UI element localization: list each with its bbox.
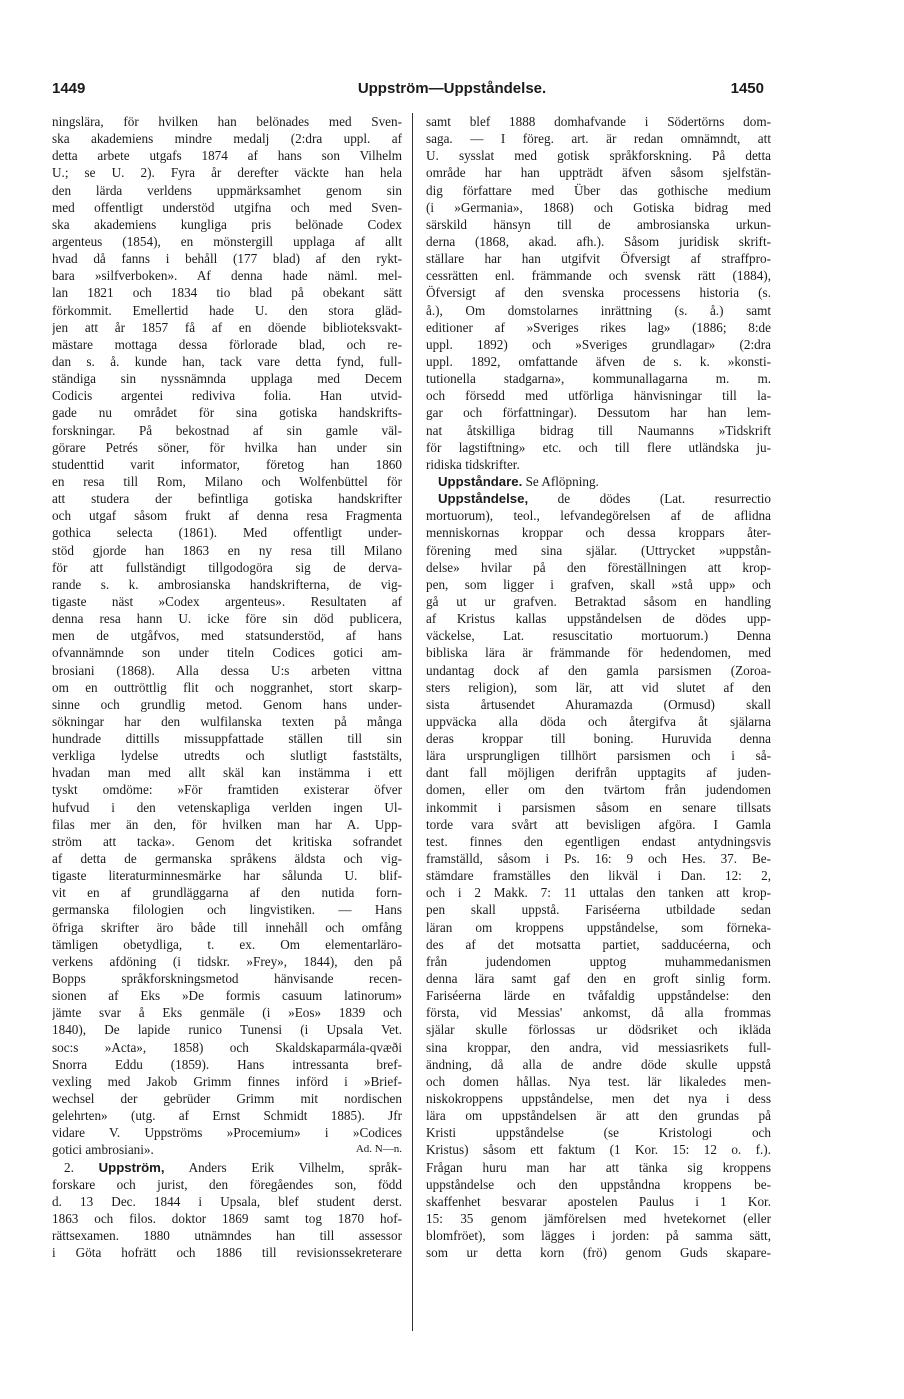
text-line: jämte svar å Eks genmäle (i »Eos» 1839 och [52, 1005, 402, 1021]
text-line: å.), Om domstolarnes inrättning (s. å.) samt [426, 302, 771, 318]
text-line: lära om uppståndelsen är att den grundas på [426, 1108, 771, 1124]
text-line: gade nu området för sina gotiska handskrifts- [52, 405, 402, 421]
text-line: argenteus (1854), en mönstergill upplaga af allt [52, 233, 402, 249]
text-line: saga. — I föreg. art. är redan omnämndt, att [426, 131, 771, 147]
text-line: ningslära, för hvilken han belönades med Sven- [52, 114, 402, 129]
text-line-content: gotici ambrosiani». [52, 1142, 154, 1158]
text-line: Bopps språkforskningsmetod hänvisande recen- [52, 971, 402, 987]
text-line: öfriga skrifter äro både till innehåll och omfång [52, 919, 402, 935]
text-line: uppl. 1892) och »Sveriges grundlagar» (2:dra [426, 336, 771, 352]
text-line: ridiska tidskrifter. [426, 456, 520, 472]
text-line: forskningar. På bekostnad af sin gamle väl- [52, 422, 402, 438]
text-line: för lagstiftning» etc. och till flere utländska ju- [426, 439, 771, 455]
text-line: görare Petrés söner, för hvilka han under sin [52, 439, 402, 455]
text-line: verkliga lydelse utredts och slutligt faststälts, [52, 748, 402, 764]
text-line: U.; se U. 2). Fyra år derefter väckte han hela [52, 165, 402, 181]
text-line: bara »silfverboken». Af denna hade näml. mel- [52, 268, 402, 284]
text-line: framställd, såsom i Ps. 16: 9 och Hes. 37. Be- [426, 851, 771, 867]
text-line: mästare mottaga dessa förlorade blad, och re- [52, 336, 402, 352]
text-line: lan 1821 och 1834 tio blad på obekant sätt [52, 285, 402, 301]
text-line: särskild hänsyn till de ambrosianska urkun- [426, 216, 771, 232]
text-line: ställare har han utgifvit Öfversigt af straffpro- [426, 251, 771, 267]
text-line: (i »Germania», 1868) och Gotiska bidrag med [426, 199, 771, 215]
text-line: dan s. å. kunde han, tack vare detta fynd, full- [52, 353, 402, 369]
text-line [52, 1141, 402, 1158]
text-line-content: de dödes (Lat. resurrectio [528, 491, 771, 507]
text-line: och utgaf såsom frukt af denna resa Fragmenta [52, 508, 402, 524]
text-line: hvad då fanns i behåll (177 blad) af den rykt- [52, 251, 402, 267]
text-line: som ur detta korn (frö) genom Guds skapare- [426, 1245, 771, 1261]
text-line: tämligen obetydliga, t. ex. Om elementarläro- [52, 936, 402, 952]
text-line: wechsel der gebrüder Grimm mit nordischen [52, 1091, 402, 1107]
text-line [426, 490, 771, 507]
text-line: Fariséerna lärde en tvåfaldig uppståndelse: den [426, 988, 771, 1004]
text-line: tyskt omdöme: »För framtiden existerar öfver [52, 782, 402, 798]
text-line: vidare V. Uppströms »Procemium» i »Codices [52, 1125, 402, 1141]
text-line [52, 1159, 402, 1176]
text-line: niskokroppens uppståndelse, men det nya i dess [426, 1091, 771, 1107]
text-line: sina kroppar, den andra, vid messiasrikets full- [426, 1039, 771, 1055]
text-line: Kristus) såsom ett faktum (1 Kor. 15: 12 o. f.). [426, 1142, 771, 1158]
entry-headword: Uppström, [98, 1159, 165, 1175]
text-line: en resa till Rom, Milano och Wolfenbüttel för [52, 473, 402, 489]
text-line: stöd gjorde han 1863 en ny resa till Milano [52, 542, 402, 558]
text-line: d. 13 Dec. 1844 i Upsala, blef student derst. [52, 1193, 402, 1209]
text-line: läran om kroppens uppståndelse, som förneka- [426, 919, 771, 935]
text-line: denna resa hann U. icke före sin död publicera, [52, 611, 402, 627]
text-line: jen att år 1857 få af en döende biblioteksvakt- [52, 319, 402, 335]
text-line: ofvannämnde son under titeln Codices gotici am- [52, 645, 402, 661]
text-line: med offentligt understöd utgifna och med Sven- [52, 199, 402, 215]
text-line: uppståndelse och den uppståndna kroppens be- [426, 1176, 771, 1192]
text-line: tigaste näst »Codex argenteus». Resultaten af [52, 593, 402, 609]
text-line: samt blef 1888 domhafvande i Södertörns dom- [426, 114, 771, 129]
text-line: forskare och jurist, den föregåendes son, född [52, 1176, 402, 1192]
running-title: Uppström—Uppståndelse. [357, 80, 547, 97]
text-line: väckelse, Lat. resuscitatio mortuorum.) Denna [426, 628, 771, 644]
text-line: vexling med Jakob Grimm finnes införd i »Brief- [52, 1073, 402, 1089]
text-line: brosiani (1868). Alla dessa U:s arbeten vittna [52, 662, 402, 678]
text-line: mortuorum), teol., lefvandegörelsen af de aflidna [426, 508, 771, 524]
text-line: soc:s »Acta», 1858) och Skaldskaparmála-qvæði [52, 1039, 402, 1055]
text-line: Kristi uppståndelse (se Kristologi och [426, 1125, 771, 1141]
text-line: cessrätten enl. främmande och svensk rätt (1884), [426, 268, 771, 284]
text-line: dig författare med Über das gothische medium [426, 182, 771, 198]
text-line: detta arbete utgafs 1874 af hans son Vilhelm [52, 148, 402, 164]
text-line: förening med sina själar. (Uttrycket »uppstån- [426, 542, 771, 558]
text-line: delse» hvilar på den föreställningen att krop- [426, 559, 771, 575]
entry-headword: Uppståndelse, [438, 491, 529, 507]
text-line: pen, som ligger i grafven, skall »stå upp» och [426, 576, 771, 592]
text-line: Frågan huru man har att tänka sig kroppens [426, 1159, 771, 1175]
text-line: rande s. k. ambrosianska handskrifterna, de vig- [52, 576, 402, 592]
text-line: hundrade dittills missuppfattade ställen till sin [52, 731, 402, 747]
text-line: tutionella stadgarna», kommunallagarna m. m. [426, 371, 771, 387]
text-line: Codicis argentei rediviva folia. Han utvid- [52, 388, 402, 404]
text-line: 1840), De lapide runico Tunensi (i Upsala Vet. [52, 1022, 402, 1038]
text-line: ständiga sin nyssnämnda upplaga med Decem [52, 371, 402, 387]
author-signature: Ad. N—n. [355, 1143, 402, 1156]
text-line: att studera der befintliga gotiska handskrifter [52, 491, 402, 507]
text-line: sinne och grundlig metod. Genom hans under- [52, 696, 402, 712]
text-line: verkens afdöning (i tidskr. »Frey», 1844), den på [52, 953, 402, 969]
text-line: pen skall uppstå. Fariséerna utbildade sedan [426, 902, 771, 918]
right-page-number: 1450 [730, 80, 764, 97]
text-line: bibliska lära är främmande för hedendomen, med [426, 645, 771, 661]
text-line: ändning, då alla de andre döde skulle uppstå [426, 1056, 771, 1072]
text-line: inkommit i parsismen såsom en senare tillsats [426, 799, 771, 815]
text-line-content: Se Aflöpning. [522, 473, 599, 489]
text-line: editioner af »Sveriges rikes lag» (1886; 8:de [426, 319, 771, 335]
entry-number: 2. [64, 1159, 74, 1175]
left-column [52, 113, 402, 1261]
text-line: blomfröet), som lägges i jorden: på samma sätt, [426, 1228, 771, 1244]
text-line: 1863 och filos. doktor 1869 samt tog 1870 hof- [52, 1211, 402, 1226]
text-line: ska akademiens kungliga pris belönade Codex [52, 216, 402, 232]
page-header [0, 80, 904, 104]
text-line: hvadan man med allt skäl kan instämma i ett [52, 765, 402, 781]
text-line: ström att tacka». Genom det kritiska sofrandet [52, 833, 402, 849]
left-page-number: 1449 [52, 80, 86, 97]
text-line: Öfversigt af den svenska processens historia (s. [426, 285, 771, 301]
text-line: 15: 35 genom jämförelsen med hvetekornet (eller [426, 1211, 771, 1226]
text-line [426, 473, 771, 490]
text-line: skaffenhet besvarar apostelen Paulus i 1 Kor. [426, 1193, 771, 1209]
text-line: U. sysslat med gotisk språkforskning. På detta [426, 148, 771, 164]
text-line: men de utgåfvos, med statsunderstöd, af hans [52, 628, 402, 644]
text-line: torde vara svårt att bevisligen afgöra. I Gamla [426, 816, 771, 832]
text-line: deras kroppar till boning. Huruvida denna [426, 731, 771, 747]
text-line: test. finnes den egentligen endast antydningsvis [426, 833, 771, 849]
column-divider [412, 113, 413, 1331]
text-line: och i 2 Makk. 7: 11 uttalas den tanken att krop- [426, 885, 771, 901]
text-line: des af det motsatta partiet, sadducéerna, och [426, 936, 771, 952]
text-line: gå ut ur grafven. Betraktad såsom en handling [426, 593, 771, 609]
text-line: hufvud i den vetenskapliga verlden ingen Ul- [52, 799, 402, 815]
text-line: vit en af grundläggarna af den nutida forn- [52, 885, 402, 901]
text-line: i Göta hofrätt och 1886 till revisionssekreterare [52, 1245, 402, 1261]
text-line: sista årtusendet Ahuramazda (Ormusd) skall [426, 696, 771, 712]
text-line: undantag dock af den gamla parsismen (Zoroa- [426, 662, 771, 678]
text-line: gelehrten» (utg. af Ernst Schmidt 1885). Jfr [52, 1108, 402, 1124]
text-line: denna lära samt gaf den en groft sinlig form. [426, 971, 771, 987]
text-line: germanska filologien och lingvistiken. — Hans [52, 902, 402, 918]
text-line: första, vid Messias' ankomst, då alla frommas [426, 1005, 771, 1021]
text-line: nat åtskilliga bidrag till Naumanns »Tidskrift [426, 422, 771, 438]
text-line: Snorra Eddu (1859). Hans intressanta bref- [52, 1056, 402, 1072]
text-line: studenttid varit informator, företog han 1860 [52, 456, 402, 472]
text-line: och försedd med utförliga hänvisningar till la- [426, 388, 771, 404]
text-line: sters religion), som lär, att vid slutet af den [426, 679, 771, 695]
entry-headword: Uppståndare. [438, 473, 523, 489]
text-line: uppväcka alla döda och återgifva åt själarna [426, 713, 771, 729]
text-line: om en outtröttlig flit och noggranhet, stort skarp- [52, 679, 402, 695]
text-line: derna (1868, akad. afh.). Såsom juridisk skrift- [426, 233, 771, 249]
text-line: lära ursprungligen tillhört parsismen och i så- [426, 748, 771, 764]
right-column [426, 113, 771, 1261]
text-line: sionen af Eks »De formis casuum latinorum» [52, 988, 402, 1004]
text-line: ska akademiens mindre medalj (2:dra uppl. af [52, 131, 402, 147]
text-line: tigaste literaturminnesmärke har sålunda U. blif- [52, 868, 402, 884]
text-line: gar och författningar). Dessutom har han lem- [426, 405, 771, 421]
text-line: själar skulle förlossas ur dödsriket och ikläda [426, 1022, 771, 1038]
text-line-content: Anders Erik Vilhelm, språk- [164, 1159, 402, 1175]
text-line: förkommit. Emellertid hade U. den stora gläd- [52, 302, 402, 318]
text-line: från judendomen upptog muhammedanismen [426, 953, 771, 969]
text-line: den lärda verldens uppmärksamhet genom sin [52, 182, 402, 198]
text-line: af Kristus kallas uppståndelsen de dödes upp- [426, 611, 771, 627]
text-line: rättsexamen. 1880 utnämndes han till assessor [52, 1228, 402, 1244]
text-line: stämdare framställes den likväl i Dan. 12: 2, [426, 868, 771, 884]
text-line: af detta de germanska språkens äldsta och vig- [52, 851, 402, 867]
text-line: uppl. 1892, omfattande äfven de s. k. »konsti- [426, 353, 771, 369]
text-line: filas mer än den, för hvilken man har A. Upp- [52, 816, 402, 832]
text-line: dant fall möjligen derifrån upptagits af juden- [426, 765, 771, 781]
text-line: domen, eller om den tvärtom från judendomen [426, 782, 771, 798]
text-line: och domen hållas. Nya test. lär likaledes men- [426, 1073, 771, 1089]
text-line: för att fullständigt tillgodogöra sig de derva- [52, 559, 402, 575]
text-line: menniskornas kroppar och dessa kroppars åter- [426, 525, 771, 541]
text-line: sökningar har den wulfilanska texten på många [52, 713, 402, 729]
text-line: gothica selecta (1861). Med offentligt under- [52, 525, 402, 541]
text-line: område har han uppträdt äfven såsom sjelfstän- [426, 165, 771, 181]
